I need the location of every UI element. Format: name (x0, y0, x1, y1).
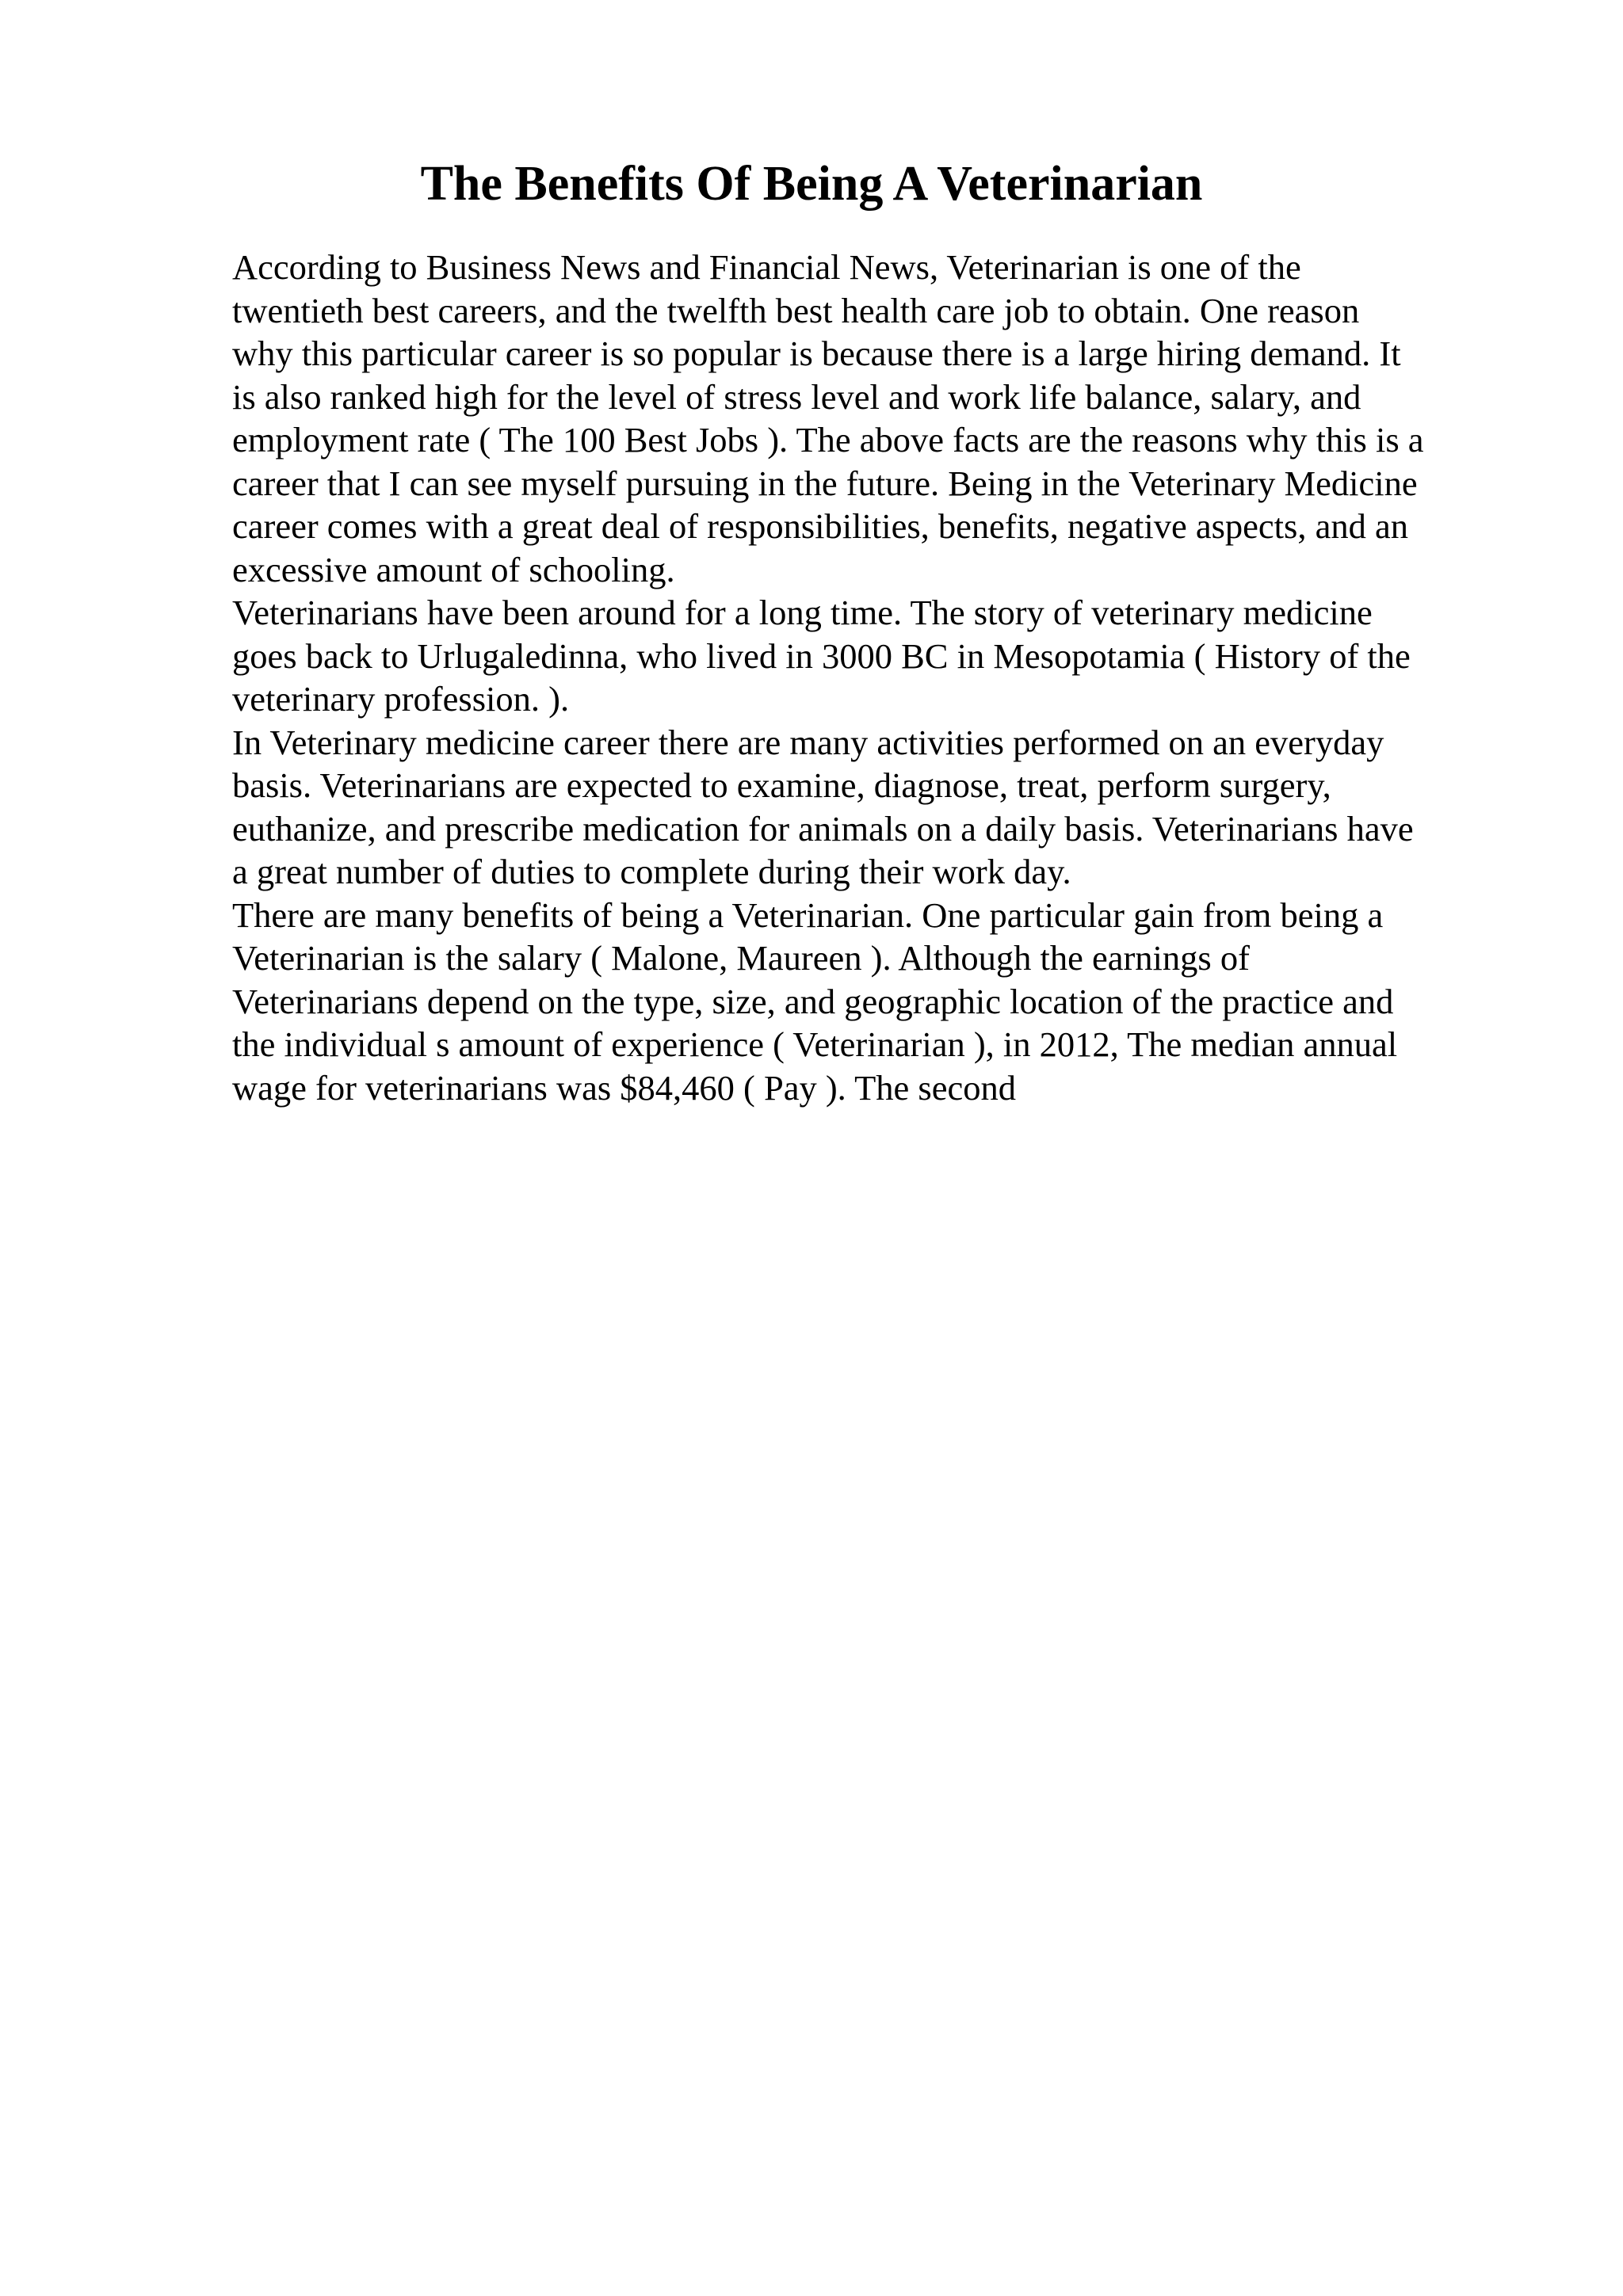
body-line: veterinary profession. ). (232, 679, 570, 719)
body-line: In Veterinary medicine career there are many activities performed on an everyday (232, 722, 1384, 762)
body-line: Veterinarians have been around for a long time. The story of veterinary medicine (232, 593, 1373, 632)
body-line: a great number of duties to complete during their work day. (232, 852, 1071, 891)
body-line: wage for veterinarians was $84,460 ( Pay ). The second (232, 1067, 1016, 1108)
body-line: career that I can see myself pursuing in the future. Being in the Veterinary Medicine (232, 463, 1418, 503)
body-line: career comes with a great deal of responsibilities, benefits, negative aspects, and an (232, 506, 1408, 546)
body-line: euthanize, and prescribe medication for animals on a daily basis. Veterinarians have (232, 808, 1414, 849)
body-line: the individual s amount of experience ( Veterinarian ), in 2012, The median annual (232, 1024, 1398, 1064)
body-line: Veterinarian is the salary ( Malone, Maureen ). Although the earnings of (232, 938, 1250, 978)
document-body (232, 246, 1500, 1109)
body-line: twentieth best careers, and the twelfth best health care job to obtain. One reason (232, 290, 1360, 330)
body-line: Veterinarians depend on the type, size, and geographic location of the practice and (232, 981, 1394, 1021)
body-line: excessive amount of schooling. (232, 549, 675, 589)
document-title: The Benefits Of Being A Veterinarian (420, 157, 1203, 211)
body-line: why this particular career is so popular is because there is a large hiring demand. It (232, 334, 1401, 373)
body-line: basis. Veterinarians are expected to examine, diagnose, treat, perform surgery, (232, 765, 1331, 805)
body-line: According to Business News and Financial News, Veterinarian is one of the (232, 247, 1301, 287)
body-line: There are many benefits of being a Veterinarian. One particular gain from being a (232, 894, 1384, 935)
body-line: goes back to Urlugaledinna, who lived in 3000 BC in Mesopotamia ( History of the (232, 635, 1411, 676)
body-line: employment rate ( The 100 Best Jobs ). The above facts are the reasons why this is a (232, 420, 1424, 460)
body-line: is also ranked high for the level of stress level and work life balance, salary, and (232, 376, 1361, 417)
